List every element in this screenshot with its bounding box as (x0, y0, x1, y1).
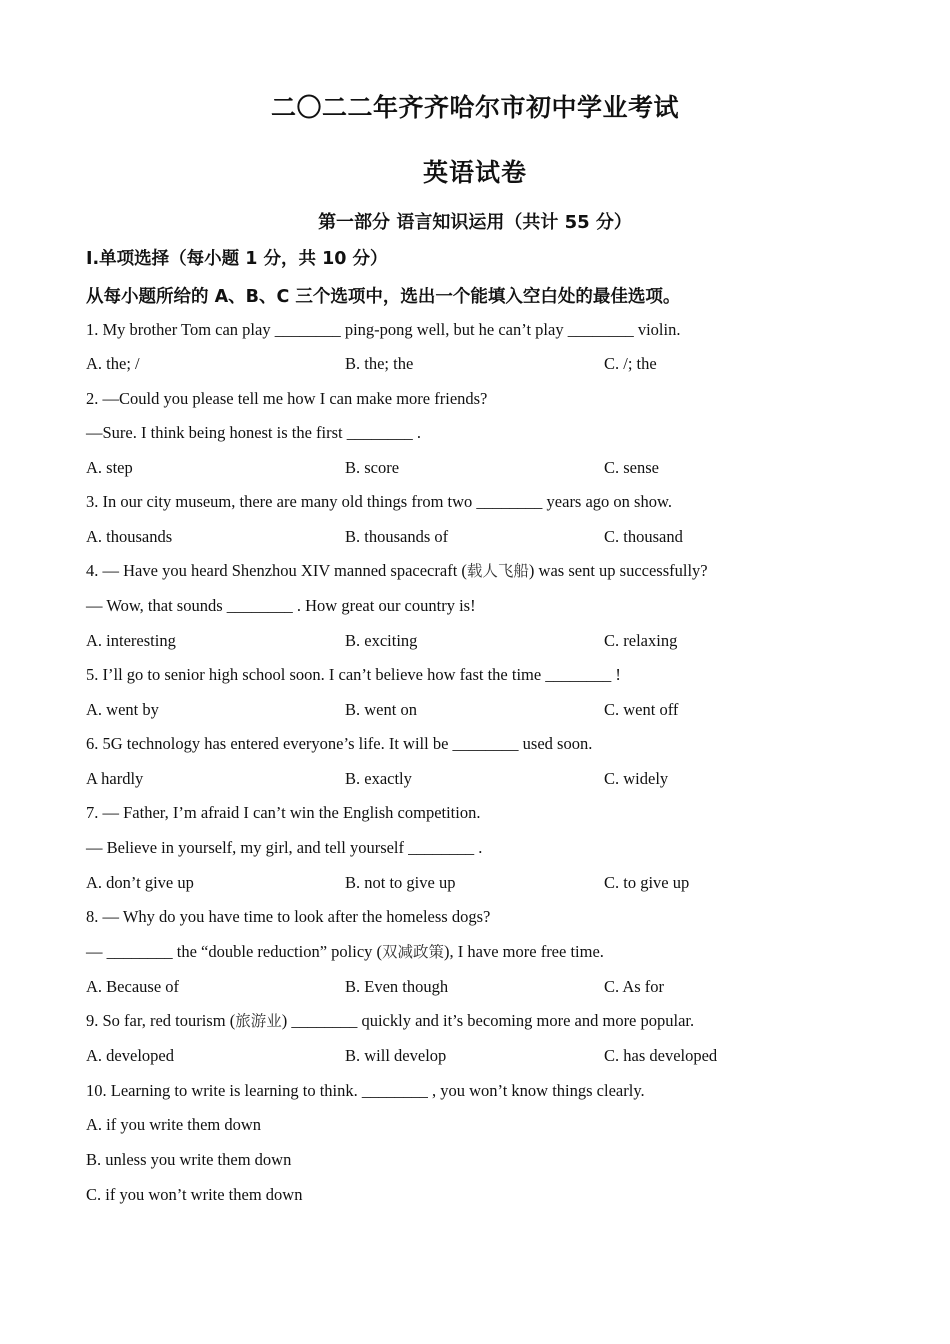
question-9-option-b: B. will develop (345, 1046, 447, 1065)
question-4-stem-1 (86, 561, 708, 581)
question-2-stem-1: 2. —Could you please tell me how I can make more friends? (86, 389, 488, 408)
question-5-option-c: C. went off (604, 700, 679, 719)
question-8-stem-2 (86, 942, 604, 962)
question-4-option-b: B. exciting (345, 631, 418, 650)
question-5-option-b: B. went on (345, 700, 417, 719)
question-6-stem: 6. 5G technology has entered everyone’s life. It will be ________ used soon. (86, 734, 593, 753)
question-8-gloss: 双减政策 (382, 943, 445, 961)
question-4-stem-2: — Wow, that sounds ________ . How great our country is! (86, 596, 476, 615)
question-2-stem-2: —Sure. I think being honest is the first ________ . (86, 423, 422, 442)
question-9-option-c: C. has developed (604, 1046, 718, 1065)
part-title: 第一部分 语言知识运用（共计 55 分） (318, 212, 632, 233)
question-9-stem-text: 9. So far, red tourism ( (86, 1011, 236, 1030)
question-8-stem-1: 8. — Why do you have time to look after the homeless dogs? (86, 907, 491, 926)
question-8-stem-2-end: ), I have more free time. (444, 942, 604, 961)
question-9-stem (86, 1011, 694, 1031)
question-3-option-b: B. thousands of (345, 527, 449, 546)
question-8-stem-2-text: — ________ the “double reduction” policy ( (86, 942, 383, 961)
question-8-option-c: C. As for (604, 977, 665, 996)
question-3-option-c: C. thousand (604, 527, 683, 546)
question-9-option-a: A. developed (86, 1046, 174, 1065)
question-9-gloss: 旅游业 (235, 1012, 282, 1030)
question-4-stem-1-text: 4. — Have you heard Shenzhou XIV manned spacecraft ( (86, 561, 467, 580)
question-6-option-a: A hardly (86, 769, 144, 788)
question-4-option-a: A. interesting (86, 631, 176, 650)
question-1-stem: 1. My brother Tom can play ________ ping-pong well, but he can’t play ________ violin. (86, 320, 681, 339)
question-7-option-b: B. not to give up (345, 873, 456, 892)
exam-title: 二〇二二年齐齐哈尔市初中学业考试 (270, 93, 679, 122)
question-5-stem: 5. I’ll go to senior high school soon. I can’t believe how fast the time ________ ! (86, 665, 621, 684)
question-2-option-c: C. sense (604, 458, 659, 477)
question-8-option-b: B. Even though (345, 977, 449, 996)
section-instruction: 从每小题所给的 A、B、C 三个选项中，选出一个能填入空白处的最佳选项。 (86, 287, 681, 307)
question-10-option-b: B. unless you write them down (86, 1150, 292, 1169)
question-7-stem-2: — Believe in yourself, my girl, and tell yourself ________ . (86, 838, 483, 857)
section-title: Ⅰ.单项选择（每小题 1 分，共 10 分） (86, 249, 388, 269)
question-1-option-b: B. the; the (345, 354, 414, 373)
question-6-option-c: C. widely (604, 769, 669, 788)
question-4-gloss: 载人飞船 (466, 562, 529, 580)
question-1-option-a: A. the; / (86, 354, 140, 373)
question-5-option-a: A. went by (86, 700, 159, 719)
question-10-option-a: A. if you write them down (86, 1115, 262, 1134)
question-2-option-b: B. score (345, 458, 400, 477)
question-7-option-a: A. don’t give up (86, 873, 194, 892)
question-7-option-c: C. to give up (604, 873, 690, 892)
question-8-option-a: A. Because of (86, 977, 180, 996)
exam-subtitle: 英语试卷 (422, 158, 527, 187)
question-1-option-c: C. /; the (604, 354, 657, 373)
question-6-option-b: B. exactly (345, 769, 412, 788)
question-10-option-c: C. if you won’t write them down (86, 1185, 303, 1204)
question-2-option-a: A. step (86, 458, 133, 477)
question-4-option-c: C. relaxing (604, 631, 678, 650)
question-10-stem: 10. Learning to write is learning to think. ________ , you won’t know things clearly. (86, 1081, 645, 1100)
question-9-stem-end: ) ________ quickly and it’s becoming more and more popular. (281, 1011, 695, 1030)
question-4-stem-1-end: ) was sent up successfully? (528, 561, 708, 580)
question-7-stem-1: 7. — Father, I’m afraid I can’t win the English competition. (86, 803, 481, 822)
question-3-option-a: A. thousands (86, 527, 173, 546)
question-3-stem: 3. In our city museum, there are many old things from two ________ years ago on show. (86, 492, 672, 511)
